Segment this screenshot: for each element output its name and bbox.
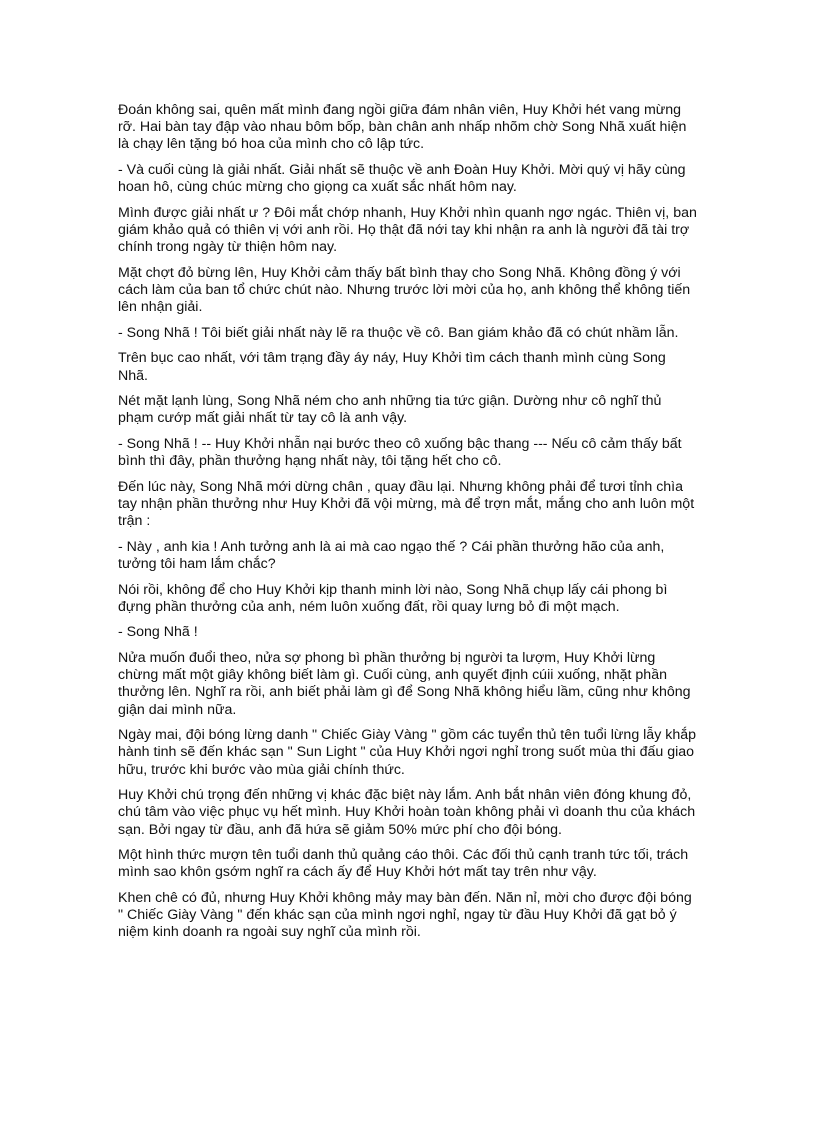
paragraph: Một hình thức mượn tên tuổi danh thủ quảng cáo thôi. Các đối thủ cạnh tranh tức tối, trách mình sao khôn gsớm nghĩ ra cách ấy để Huy Khởi hớt mất tay trên như vậy.: [118, 847, 689, 881]
paragraph: Trên bục cao nhất, với tâm trạng đầy áy náy, Huy Khởi tìm cách thanh mình cùng Song Nhã.: [118, 350, 666, 384]
paragraph: - Và cuối cùng là giải nhất. Giải nhất sẽ thuộc về anh Đoàn Huy Khởi. Mời quý vị hãy cùng hoan hô, cùng chúc mừng cho giọng ca xuất sắc nhất hôm nay.: [118, 162, 686, 196]
paragraph: Đoán không sai, quên mất mình đang ngồi giữa đám nhân viên, Huy Khởi hét vang mừng rỡ. Hai bàn tay đập vào nhau bôm bốp, bàn chân anh nhấp nhõm chờ Song Nhã xuất hiện là chạy lên tặng bó hoa của mình cho cô lập tức.: [118, 102, 687, 153]
paragraph: Nói rồi, không để cho Huy Khởi kịp thanh minh lời nào, Song Nhã chụp lấy cái phong bì đựng phần thưởng của anh, ném luôn xuống đất, rồi quay lưng bỏ đi một mạch.: [118, 581, 668, 615]
paragraph: Nửa muốn đuổi theo, nửa sợ phong bì phần thưởng bị người ta lượm, Huy Khởi lừng chừng mất một giây không biết làm gì. Cuối cùng, anh quyết định cúii xuống, nhặt phần thưởng lên. Nghĩ ra rồi, anh biết phải làm gì để Song Nhã không hiểu lầm, cũng như không giận dai mình nữa.: [118, 649, 691, 718]
paragraph: - Song Nhã !: [118, 624, 198, 641]
paragraph: Mình được giải nhất ư ? Đôi mắt chớp nhanh, Huy Khởi nhìn quanh ngơ ngác. Thiên vị, ban giám khảo quả có thiên vị với anh rồi. Họ thật đã nới tay khi nhận ra anh là người đã tài trợ chính trong ngày từ thiện hôm nay.: [118, 204, 697, 256]
document-body: [118, 102, 698, 950]
paragraph: Nét mặt lạnh lùng, Song Nhã ném cho anh những tia tức giận. Dường như cô nghĩ thủ phạm cướp mất giải nhất từ tay cô là anh vậy.: [118, 393, 662, 427]
paragraph: Mặt chợt đỏ bừng lên, Huy Khởi cảm thấy bất bình thay cho Song Nhã. Không đồng ý với cách làm của ban tổ chức chút nào. Nhưng trước lời mời của họ, anh không thể không tiến lên nhận giải.: [118, 264, 691, 316]
paragraph: - Song Nhã ! -- Huy Khởi nhẫn nại bước theo cô xuống bậc thang --- Nếu cô cảm thấy bất bình thì đây, phần thưởng hạng nhất này, tôi tặng hết cho cô.: [118, 435, 682, 470]
paragraph: Đến lúc này, Song Nhã mới dừng chân , quay đầu lại. Nhưng không phải để tươi tỉnh chìa tay nhận phần thưởng như Huy Khởi đã vội mừng, mà để trợn mắt, mắng cho anh luôn một trận :: [118, 478, 695, 530]
paragraph: - Song Nhã ! Tôi biết giải nhất này lẽ ra thuộc về cô. Ban giám khảo đã có chút nhầm lẫn.: [118, 324, 679, 341]
paragraph: - Này , anh kia ! Anh tưởng anh là ai mà cao ngạo thế ? Cái phần thưởng hão của anh, tưởng tôi ham lắm chắc?: [118, 538, 665, 572]
paragraph: Ngày mai, đội bóng lừng danh " Chiếc Giày Vàng " gồm các tuyển thủ tên tuổi lừng lẫy khắp hành tinh sẽ đến khác sạn " Sun Light " của Huy Khởi ngơi nghỉ trong suốt mùa thi đấu giao hữu, trước khi bước vào mùa giải chính thức.: [118, 727, 696, 778]
paragraph: Huy Khởi chú trọng đến những vị khác đặc biệt này lắm. Anh bắt nhân viên đóng khung đỏ, chú tâm vào việc phục vụ hết mình. Huy Khởi hoàn toàn không phải vì doanh thu của khách sạn. Bởi ngay từ đầu, anh đã hứa sẽ giảm 50% mức phí cho đội bóng.: [118, 787, 696, 838]
paragraph: Khen chê có đủ, nhưng Huy Khởi không mảy may bàn đến. Năn nỉ, mời cho được đội bóng " Chiếc Giày Vàng " đến khác sạn của mình ngơi nghỉ, ngay từ đầu Huy Khởi đã gạt bỏ ý niệm kinh doanh ra ngoài suy nghĩ của mình rồi.: [118, 889, 692, 941]
